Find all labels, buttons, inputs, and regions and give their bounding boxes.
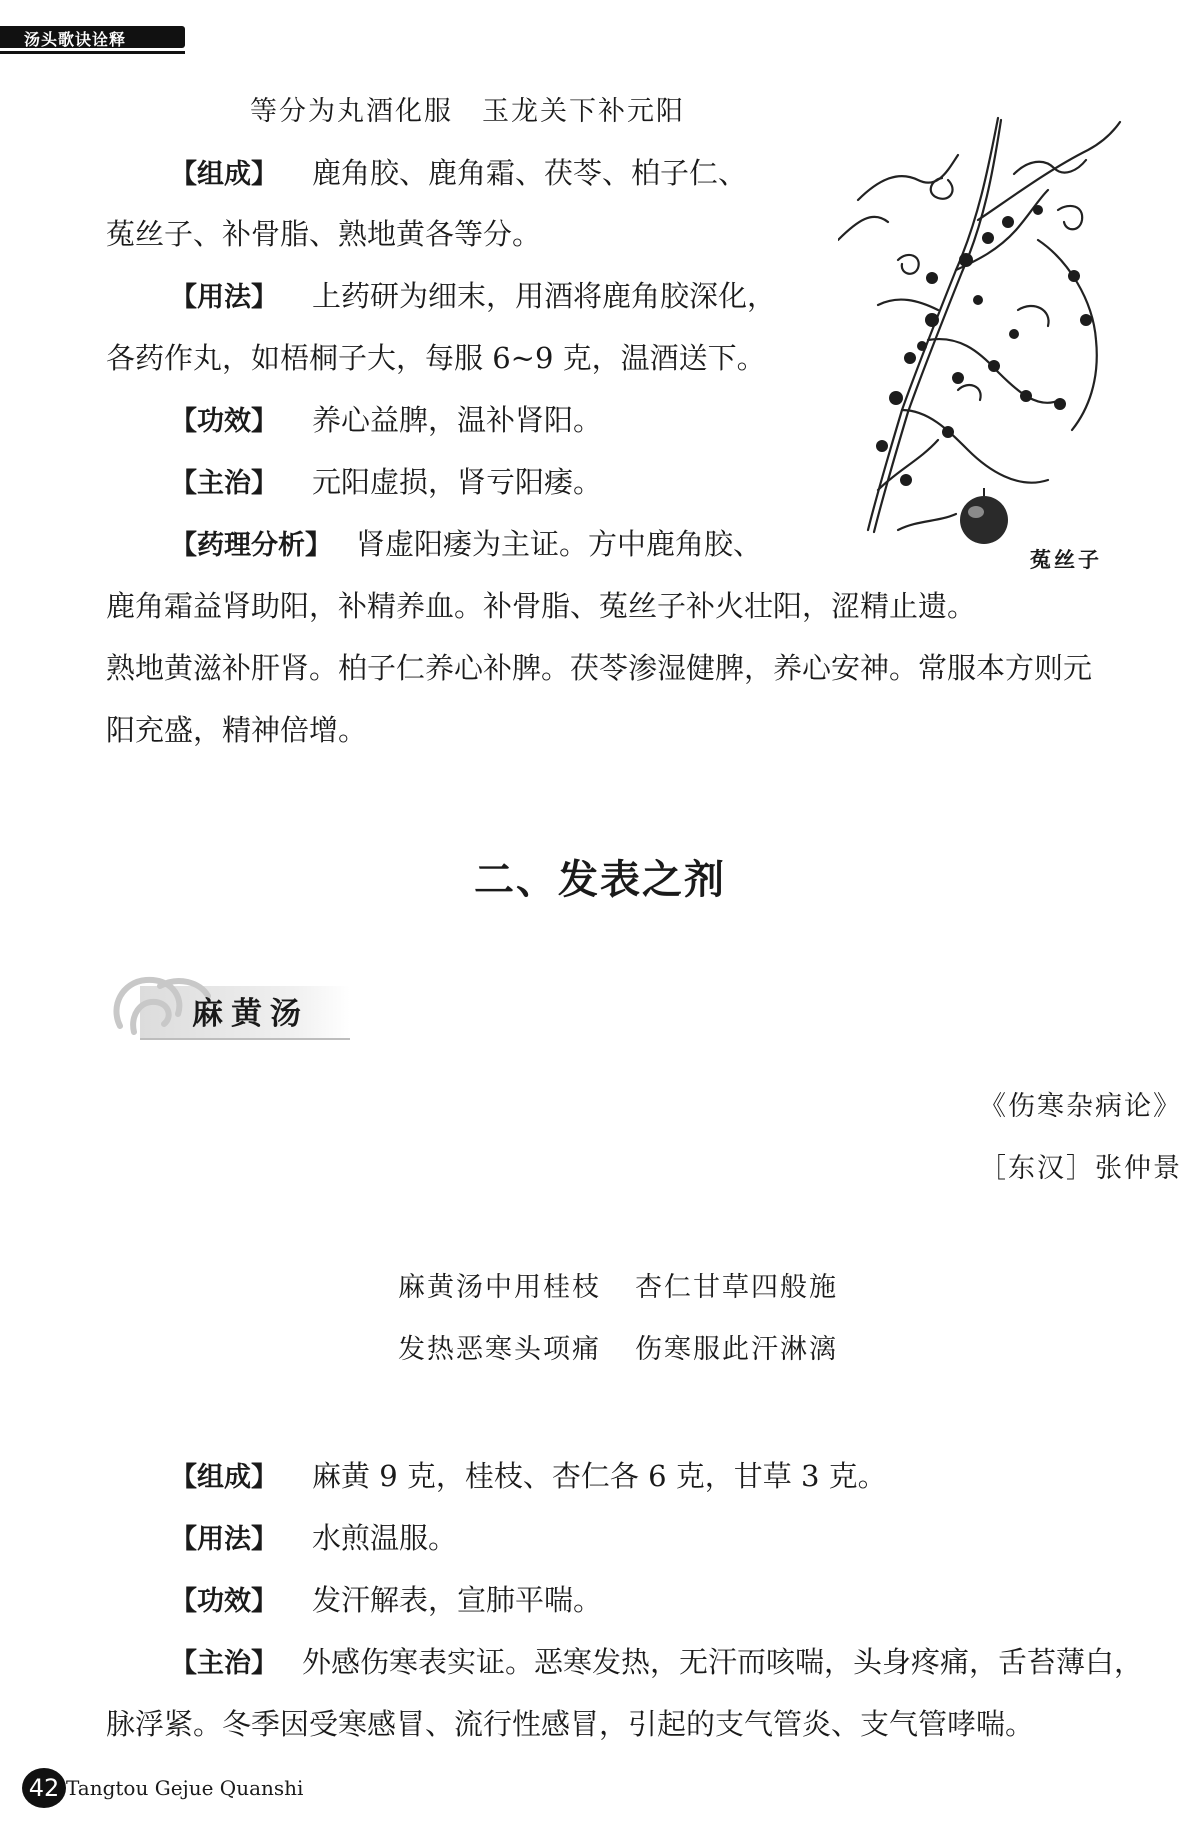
analysis-text-cont: 阳充盛，精神倍增。 <box>106 713 368 747</box>
source-book: 《伤寒杂病论》 <box>979 1091 1182 1122</box>
composition-text: 鹿角胶、鹿角霜、茯苓、柏子仁、 <box>312 156 748 190</box>
analysis-text-cont: 熟地黄滋补肝肾。柏子仁养心补脾。茯苓渗湿健脾，养心安神。常服本方则元 <box>106 651 1093 685</box>
section-title: 二、发表之剂 <box>474 857 726 903</box>
efficacy-row <box>170 1580 602 1622</box>
analysis-row <box>170 524 762 566</box>
composition-label: 【组成】 <box>170 1462 278 1493</box>
running-header-title: 汤头歌诀诠释 <box>24 30 127 49</box>
analysis-label: 【药理分析】 <box>170 530 332 561</box>
formula-name: 麻黄汤 <box>192 996 309 1032</box>
dodder-plant-illustration <box>838 110 1130 562</box>
usage-row <box>170 1518 457 1560</box>
composition-text-cont: 菟丝子、补骨脂、熟地黄各等分。 <box>106 217 542 251</box>
verse-line <box>398 1330 838 1370</box>
efficacy-text: 发汗解表，宣肺平喘。 <box>312 1583 603 1617</box>
formula-name-badge <box>100 966 350 1050</box>
usage-label: 【用法】 <box>170 1524 278 1555</box>
usage-text: 上药研为细末，用酒将鹿角胶深化， <box>312 279 777 313</box>
composition-row <box>170 153 747 195</box>
efficacy-row <box>170 400 602 442</box>
running-header <box>0 26 185 48</box>
efficacy-text: 养心益脾，温补肾阳。 <box>312 403 603 437</box>
verse-half: 杏仁甘草四般施 <box>635 1272 838 1303</box>
composition-row <box>170 1456 887 1498</box>
indication-label: 【主治】 <box>170 468 278 499</box>
efficacy-label: 【功效】 <box>170 406 278 437</box>
verse-half: 麻黄汤中用桂枝 <box>398 1272 601 1303</box>
header-rule <box>0 51 185 54</box>
footer-book-title: Tangtou Gejue Quanshi <box>66 1776 304 1800</box>
indication-row <box>170 1642 1143 1684</box>
illustration-caption: 菟丝子 <box>1030 548 1102 572</box>
verse-line: 等分为丸酒化服 玉龙关下补元阳 <box>250 96 685 127</box>
indication-row <box>170 462 602 504</box>
indication-text: 元阳虚损，肾亏阳痿。 <box>312 465 603 499</box>
source-author: ［东汉］张仲景 <box>979 1153 1182 1184</box>
verse-line <box>398 1268 838 1308</box>
efficacy-label: 【功效】 <box>170 1586 278 1617</box>
indication-label: 【主治】 <box>170 1648 278 1679</box>
usage-text-cont: 各药作丸，如梧桐子大，每服 6~9 克，温酒送下。 <box>106 341 766 375</box>
composition-label: 【组成】 <box>170 159 278 190</box>
usage-row <box>170 276 776 318</box>
analysis-text: 肾虚阳痿为主证。方中鹿角胶、 <box>356 527 763 561</box>
page-number: 42 <box>22 1768 66 1808</box>
analysis-text-cont: 鹿角霜益肾助阳，补精养血。补骨脂、菟丝子补火壮阳，涩精止遗。 <box>106 589 977 623</box>
verse-half: 发热恶寒头项痛 <box>398 1334 601 1365</box>
usage-label: 【用法】 <box>170 282 278 313</box>
verse-half: 伤寒服此汗淋漓 <box>635 1334 838 1365</box>
indication-text: 外感伤寒表实证。恶寒发热，无汗而咳喘，头身疼痛，舌苔薄白， <box>302 1645 1144 1679</box>
composition-text: 麻黄 9 克，桂枝、杏仁各 6 克，甘草 3 克。 <box>312 1459 887 1493</box>
indication-text-cont: 脉浮紧。冬季因受寒感冒、流行性感冒，引起的支气管炎、支气管哮喘。 <box>106 1707 1035 1741</box>
usage-text: 水煎温服。 <box>312 1521 458 1555</box>
